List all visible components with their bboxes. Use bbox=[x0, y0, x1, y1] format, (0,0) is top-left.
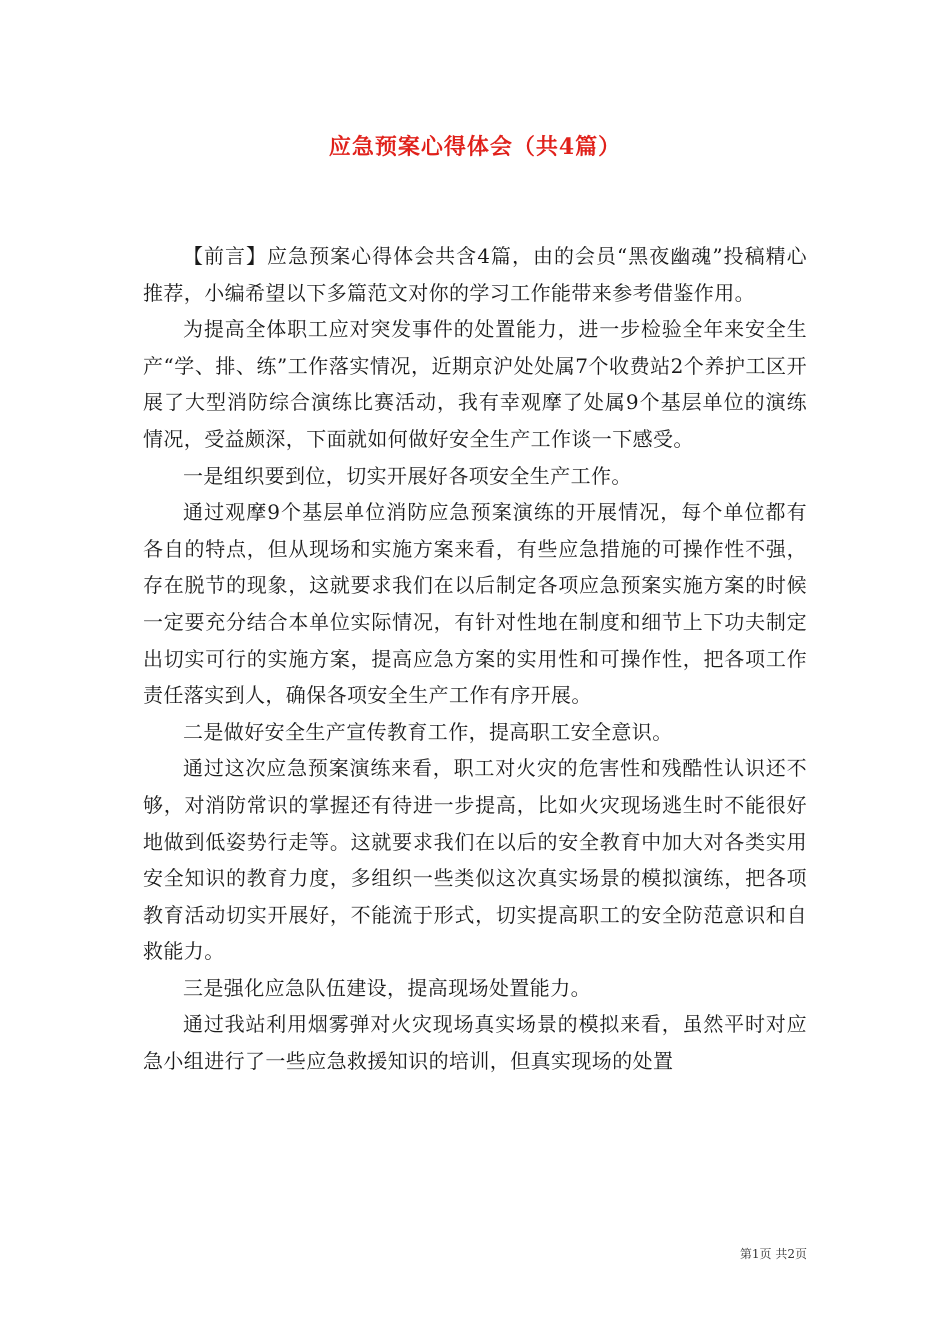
paragraph-intro: 为提高全体职工应对突发事件的处置能力，进一步检验全年来安全生产“学、排、练”工作落实情况，近期京沪处处属7个收费站2个养护工区开展了大型消防综合演练比赛活动，我有幸观摩了处属9个基层单位的演练情况，受益颇深，下面就如何做好安全生产工作谈一下感受。 bbox=[143, 317, 807, 451]
paragraph-point-2-heading: 二是做好安全生产宣传教育工作，提高职工安全意识。 bbox=[183, 719, 673, 744]
paragraph-point-3-body: 通过我站利用烟雾弹对火灾现场真实场景的模拟来看，虽然平时对应急小组进行了一些应急救援知识的培训，但真实现场的处置 bbox=[143, 1012, 807, 1074]
document-title: 应急预案心得体会（共4篇） bbox=[328, 134, 622, 160]
paragraph-preface: 【前言】应急预案心得体会共含4篇，由的会员“黑夜幽魂”投稿精心推荐，小编希望以下多篇范文对你的学习工作能带来参考借鉴作用。 bbox=[143, 244, 807, 305]
page-number: 第1页 共2页 bbox=[739, 1247, 807, 1261]
paragraph-point-1-body: 通过观摩9个基层单位消防应急预案演练的开展情况，每个单位都有各自的特点，但从现场和实施方案来看，有些应急措施的可操作性不强，存在脱节的现象，这就要求我们在以后制定各项应急预案实施方案的时候一定要充分结合本单位实际情况，有针对性地在制度和细节上下功夫制定出切实可行的实施方案，提高应急方案的实用性和可操作性，把各项工作责任落实到人，确保各项安全生产工作有序开展。 bbox=[143, 500, 807, 708]
paragraph-point-1-heading: 一是组织要到位，切实开展好各项安全生产工作。 bbox=[183, 463, 632, 488]
document-body bbox=[143, 238, 807, 1080]
paragraph-point-3-heading: 三是强化应急队伍建设，提高现场处置能力。 bbox=[183, 975, 591, 1000]
paragraph-point-2-body: 通过这次应急预案演练来看，职工对火灾的危害性和残酷性认识还不够，对消防常识的掌握还有待进一步提高，比如火灾现场逃生时不能很好地做到低姿势行走等。这就要求我们在以后的安全教育中加大对各类实用安全知识的教育力度，多组织一些类似这次真实场景的模拟演练，把各项教育活动切实开展好，不能流于形式，切实提高职工的安全防范意识和自救能力。 bbox=[143, 756, 807, 964]
